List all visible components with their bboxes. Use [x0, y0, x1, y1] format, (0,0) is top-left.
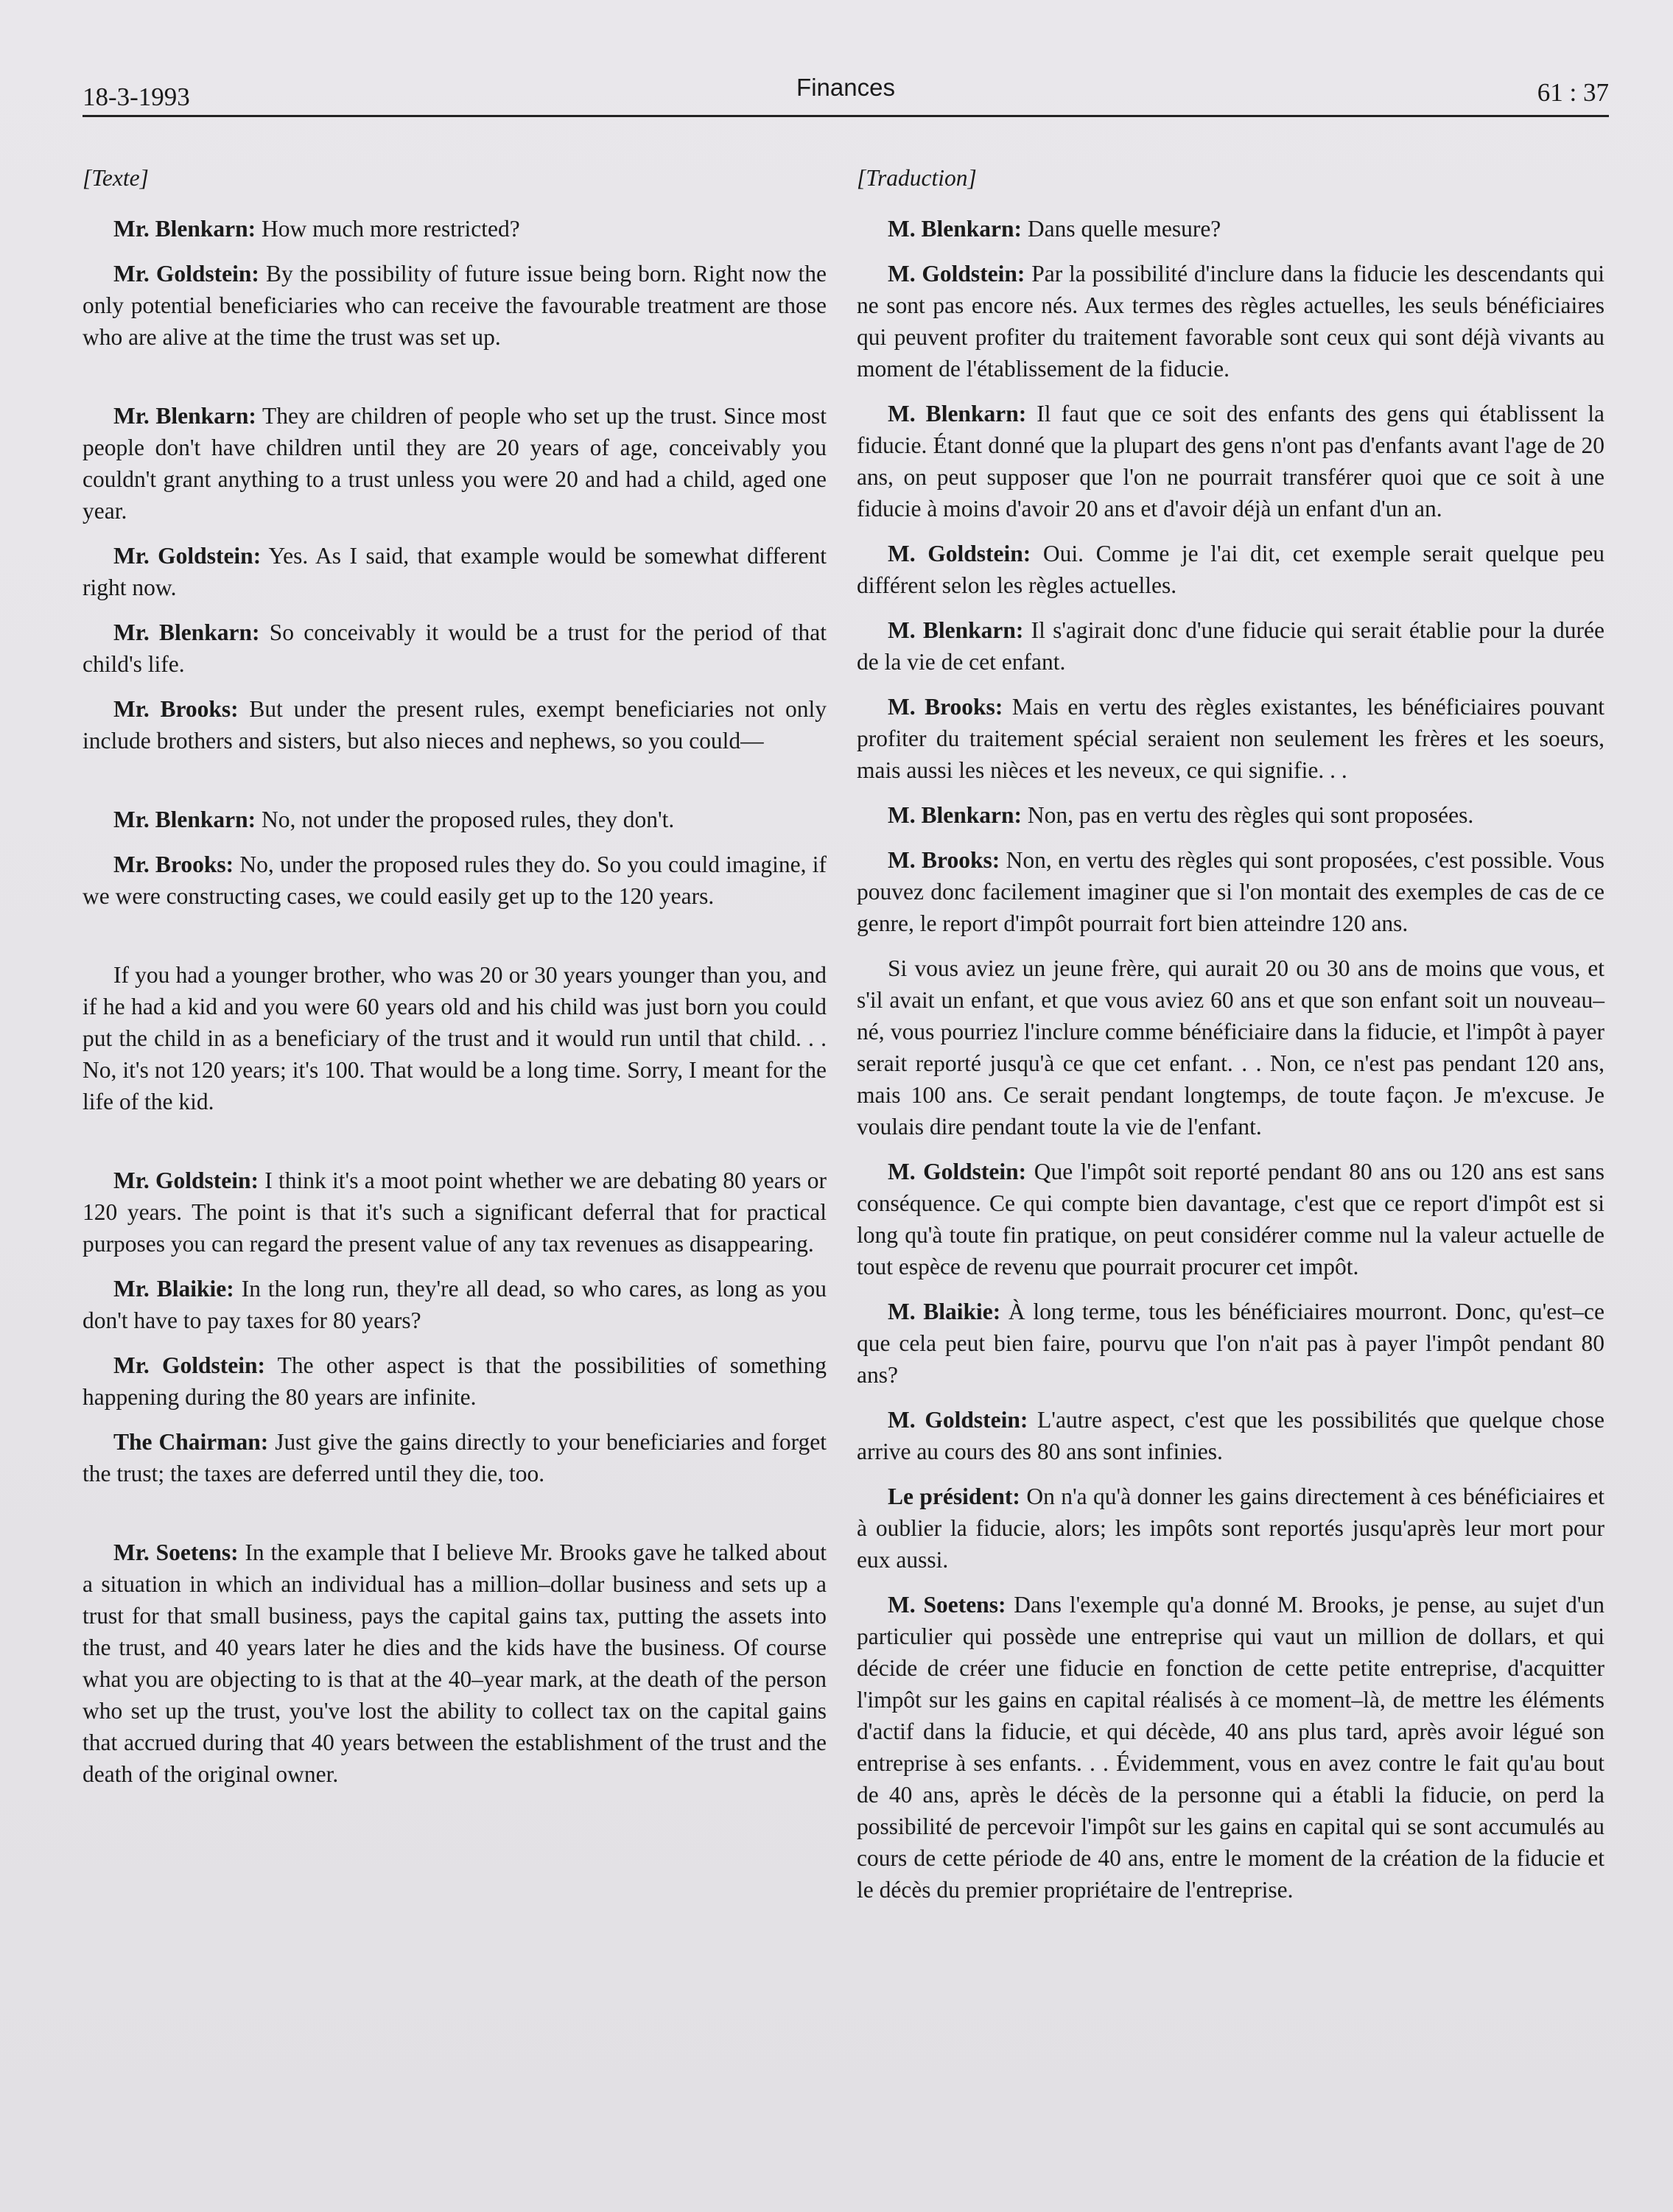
french-paragraphs — [857, 213, 1604, 1906]
speaker-name: M. Brooks: — [888, 694, 1003, 720]
header-page-number: 61 : 37 — [1537, 78, 1609, 107]
speech-text: Yes. As I said, that example would be somewhat different right now. — [83, 543, 827, 600]
french-paragraph — [857, 691, 1604, 786]
speech-text: Non, en vertu des règles qui sont proposées, c'est possible. Vous pouvez donc facilement imaginer que si l'on montait des exemples de cas de ce genre, le report d'impôt pourrait fort bien atteindre 120 ans. — [857, 847, 1604, 936]
french-paragraph — [857, 1481, 1604, 1576]
french-paragraph — [857, 213, 1604, 245]
speaker-name: M. Blaikie: — [888, 1299, 1001, 1324]
speech-text: Il s'agirait donc d'une fiducie qui serait établie pour la durée de la vie de cet enfant. — [857, 617, 1604, 675]
english-paragraph — [83, 213, 827, 245]
english-paragraph — [83, 617, 827, 680]
speaker-name: M. Blenkarn: — [888, 401, 1027, 426]
speaker-name: M. Goldstein: — [888, 261, 1025, 287]
speaker-name: Mr. Goldstein: — [113, 1168, 259, 1193]
speech-text: How much more restricted? — [256, 216, 520, 242]
speech-text: In the example that I believe Mr. Brooks gave he talked about a situation in which an individual has a million–dollar business and sets up a trust for that small business, pays the capital gains tax, putting the assets into the trust, and 40 years later he dies and the kids have the business. Of course what you are objecting to is that at the 40–year mark, at the death of the person who set up the trust, you've lost the ability to collect tax on the capital gains that accrued during that 40 years between the establishment of the trust and the death of the original owner. — [83, 1539, 827, 1787]
french-paragraph — [857, 538, 1604, 601]
speaker-name: M. Soetens: — [888, 1592, 1006, 1618]
speaker-name: Mr. Blenkarn: — [113, 619, 260, 645]
french-column — [857, 162, 1604, 1919]
speaker-name: Mr. Brooks: — [113, 852, 234, 877]
speaker-name: M. Goldstein: — [888, 1159, 1027, 1184]
speech-text: À long terme, tous les bénéficiaires mourront. Donc, qu'est–ce que cela peut bien faire, pourvu que l'on n'ait pas à payer l'impôt pendant 80 ans? — [857, 1299, 1604, 1388]
french-paragraph — [857, 799, 1604, 831]
french-paragraph — [857, 1156, 1604, 1282]
speech-text: Just give the gains directly to your beneficiaries and forget the trust; the taxes are deferred until they die, too. — [83, 1429, 827, 1486]
speaker-name: Mr. Blenkarn: — [113, 403, 256, 429]
english-paragraph — [83, 693, 827, 756]
english-paragraph — [83, 1165, 827, 1260]
english-paragraph — [83, 258, 827, 353]
english-column-label: [Texte] — [83, 165, 149, 191]
speech-text: But under the present rules, exempt beneficiaries not only include brothers and sisters, but also nieces and nephews, so you could— — [83, 696, 827, 754]
speaker-name: Mr. Brooks: — [113, 696, 239, 722]
speaker-name: M. Blenkarn: — [888, 802, 1023, 828]
speech-text: By the possibility of future issue being born. Right now the only potential beneficiaries who can receive the favourable treatment are those who are alive at the time the trust was set up. — [83, 261, 827, 350]
speaker-name: M. Goldstein: — [888, 1407, 1028, 1433]
speech-text: Que l'impôt soit reporté pendant 80 ans ou 120 ans est sans conséquence. Ce qui compte bien davantage, c'est que ce report d'impôt est si long qu'à toute fin pratique, on peut considérer comme nul la valeur actuelle de tout espèce de revenu que pourrait procurer cet impôt. — [857, 1159, 1604, 1279]
speech-text: Il faut que ce soit des enfants des gens qui établissent la fiducie. Étant donné que la plupart des gens n'ont pas d'enfants avant l'age de 20 ans, on peut supposer que l'on ne pourrait transférer quoi que ce soit à une fiducie à moins d'avoir 20 ans et d'avoir déjà un enfant d'un an. — [857, 401, 1604, 522]
speaker-name: M. Blenkarn: — [888, 216, 1023, 242]
english-paragraph — [83, 1426, 827, 1489]
french-paragraph — [857, 844, 1604, 939]
header-title: Finances — [796, 74, 895, 101]
english-paragraph — [83, 400, 827, 527]
page-header — [83, 71, 1609, 117]
speech-text: L'autre aspect, c'est que les possibilités que quelque chose arrive au cours des 80 ans sont infinies. — [857, 1407, 1604, 1464]
french-paragraph — [857, 1296, 1604, 1391]
english-column — [83, 162, 827, 1803]
speech-text: Oui. Comme je l'ai dit, cet exemple serait quelque peu différent selon les règles actuelles. — [857, 541, 1604, 598]
speech-text: So conceivably it would be a trust for the period of that child's life. — [83, 619, 827, 677]
french-paragraph — [857, 614, 1604, 678]
speech-text: No, not under the proposed rules, they don't. — [256, 807, 675, 832]
speaker-name: M. Brooks: — [888, 847, 1000, 873]
speech-text: Mais en vertu des règles existantes, les bénéficiaires pouvant profiter du traitement spécial seraient non seulement les frères et les soeurs, mais aussi les nièces et les neveux, ce qui signifie. . . — [857, 694, 1605, 783]
english-paragraph — [83, 1273, 827, 1336]
speech-text: Si vous aviez un jeune frère, qui aurait 20 ou 30 ans de moins que vous, et s'il avait un enfant, et que vous aviez 60 ans et que son enfant soit un nouveau–né, vous pourriez l'inclure comme bénéficiaire dans la fiducie, et l'impôt à payer serait reporté jusqu'à ce que cet enfant. . . Non, ce n'est pas pendant 120 ans, mais 100 ans. Ce serait pendant longtemps, de toute façon. Je m'excuse. Je voulais dire pendant toute la vie de l'enfant. — [857, 955, 1604, 1140]
french-paragraph — [857, 1589, 1604, 1906]
english-paragraph — [83, 1349, 827, 1413]
speaker-name: Mr. Goldstein: — [113, 543, 262, 569]
speaker-name: Mr. Blenkarn: — [113, 216, 256, 242]
french-column-label: [Traduction] — [857, 165, 977, 191]
english-paragraphs — [83, 213, 827, 1790]
english-paragraph — [83, 849, 827, 912]
speaker-name: The Chairman: — [113, 1429, 269, 1455]
speaker-name: Mr. Goldstein: — [113, 261, 259, 287]
speech-text: Par la possibilité d'inclure dans la fiducie les descendants qui ne sont pas encore nés. Aux termes des règles actuelles, les seuls bénéficiaires qui peuvent profiter du traitement favorable sont ceux qui sont déjà vivants au moment de l'établissement de la fiducie. — [857, 261, 1604, 382]
speaker-name: Mr. Goldstein: — [113, 1352, 265, 1378]
french-paragraph — [857, 952, 1604, 1142]
speech-text: On n'a qu'à donner les gains directement à ces bénéficiaires et à oublier la fiducie, alors; les impôts sont reportés jusqu'après leur mort pour eux aussi. — [857, 1484, 1604, 1573]
french-paragraph — [857, 1404, 1604, 1467]
speech-text: They are children of people who set up the trust. Since most people don't have children until they are 20 years of age, conceivably you couldn't grant anything to a trust unless you were 20 and had a child, aged one year. — [83, 403, 827, 524]
speech-text: Non, pas en vertu des règles qui sont proposées. — [1022, 802, 1474, 828]
english-paragraph — [83, 959, 827, 1117]
english-paragraph — [83, 804, 827, 835]
speaker-name: Le président: — [888, 1484, 1020, 1509]
speech-text: The other aspect is that the possibilities of something happening during the 80 years are infinite. — [83, 1352, 827, 1410]
speech-text: I think it's a moot point whether we are debating 80 years or 120 years. The point is that it's such a significant deferral that for practical purposes you can regard the present value of any tax revenues as disappearing. — [83, 1168, 827, 1257]
speaker-name: M. Goldstein: — [888, 541, 1031, 566]
french-paragraph — [857, 398, 1604, 524]
speaker-name: Mr. Blaikie: — [113, 1276, 234, 1302]
speech-text: Dans quelle mesure? — [1022, 216, 1221, 242]
speaker-name: M. Blenkarn: — [888, 617, 1024, 643]
french-paragraph — [857, 258, 1604, 385]
speaker-name: Mr. Blenkarn: — [113, 807, 256, 832]
speech-text: Dans l'exemple qu'a donné M. Brooks, je pense, au sujet d'un particulier qui possède une entreprise qui vaut un million de dollars, et qui décide de créer une fiducie en fonction de cette petite entreprise, d'acquitter l'impôt sur les gains en capital réalisés à ce moment–là, de mettre les éléments d'actif dans la fiducie, et qui décède, 40 ans plus tard, après avoir légué son entreprise à ses enfants. . . Évidemment, vous en avez contre le fait qu'au bout de 40 ans, après le décès de la personne qui a établi la fiducie, on perd la possibilité de percevoir l'impôt sur les gains en capital qui se sont accumulés au cours de cette période de 40 ans, entre le moment de la création de la fiducie et le décès du premier propriétaire de l'entreprise. — [857, 1592, 1604, 1903]
speaker-name: Mr. Soetens: — [113, 1539, 239, 1565]
english-paragraph — [83, 540, 827, 603]
english-paragraph — [83, 1537, 827, 1790]
speech-text: In the long run, they're all dead, so who cares, as long as you don't have to pay taxes for 80 years? — [83, 1276, 827, 1333]
speech-text: No, under the proposed rules they do. So you could imagine, if we were constructing cases, we could easily get up to the 120 years. — [83, 852, 827, 909]
header-date: 18-3-1993 — [83, 82, 190, 111]
speech-text: If you had a younger brother, who was 20 or 30 years younger than you, and if he had a kid and you were 60 years old and his child was just born you could put the child in as a beneficiary of the trust and it would run until that child. . . No, it's not 120 years; it's 100. That would be a long time. Sorry, I meant for the life of the kid. — [83, 962, 827, 1114]
